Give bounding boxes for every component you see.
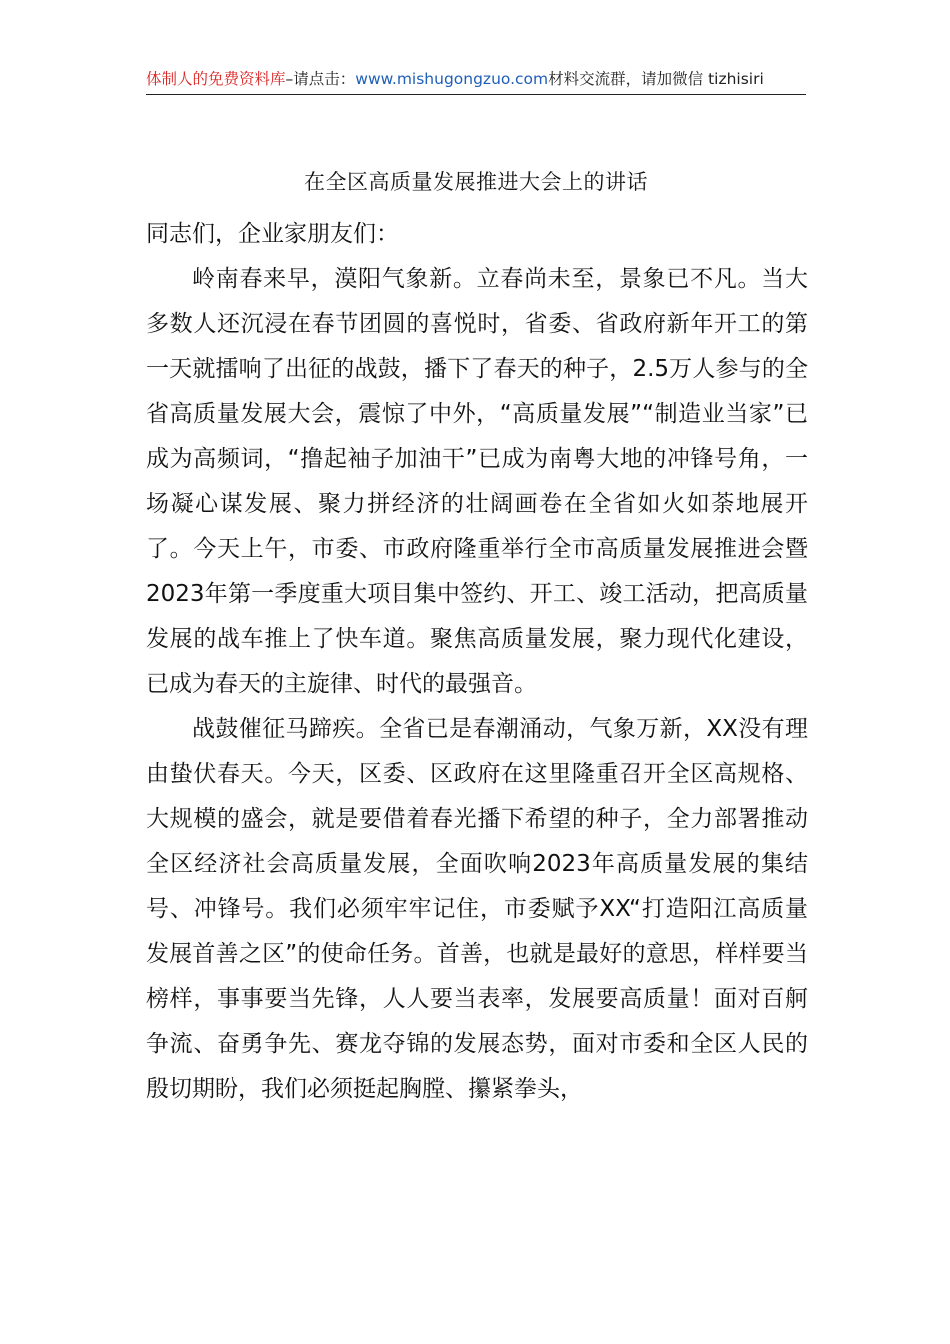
document-body <box>146 212 808 1112</box>
header-brand: 体制人的免费资料库 <box>146 70 286 88</box>
header-contact: 材料交流群，请加微信 tizhisiri <box>548 70 764 88</box>
paragraph: 战鼓催征马蹄疾。全省已是春潮涌动，气象万新，XX没有理由蛰伏春天。今天，区委、区政府在这里隆重召开全区高规格、大规模的盛会，就是要借着春光播下希望的种子，全力部署推动全区经济社会高质量发展，全面吹响2023年高质量发展的集结号、冲锋号。我们必须牢牢记住，市委赋予XX“打造阳江高质量发展首善之区”的使命任务。首善，也就是最好的意思，样样要当榜样，事事要当先锋，人人要当表率，发展要高质量！面对百舸争流、奋勇争先、赛龙夺锦的发展态势，面对市委和全区人民的殷切期盼，我们必须挺起胸膛、攥紧拳头， <box>146 716 808 1102</box>
greeting: 同志们，企业家朋友们： <box>146 221 399 247</box>
header-prompt: –请点击： <box>285 70 356 88</box>
paragraph: 岭南春来早，漠阳气象新。立春尚未至，景象已不凡。当大多数人还沉浸在春节团圆的喜悦时，省委、省政府新年开工的第一天就擂响了出征的战鼓，播下了春天的种子，2.5万人参与的全省高质量发展大会，震惊了中外，“高质量发展”“制造业当家”已成为高频词，“撸起袖子加油干”已成为南粤大地的冲锋号角，一场凝心谋发展、聚力拼经济的壮阔画卷在全省如火如荼地展开了。今天上午，市委、市政府隆重举行全市高质量发展推进会暨2023年第一季度重大项目集中签约、开工、竣工活动，把高质量发展的战车推上了快车道。聚焦高质量发展，聚力现代化建设，已成为春天的主旋律、时代的最强音。 <box>146 266 808 697</box>
header-link[interactable]: www.mishugongzuo.com <box>355 70 549 88</box>
page-header <box>146 68 806 95</box>
document-title: 在全区高质量发展推进大会上的讲话 <box>304 170 648 194</box>
